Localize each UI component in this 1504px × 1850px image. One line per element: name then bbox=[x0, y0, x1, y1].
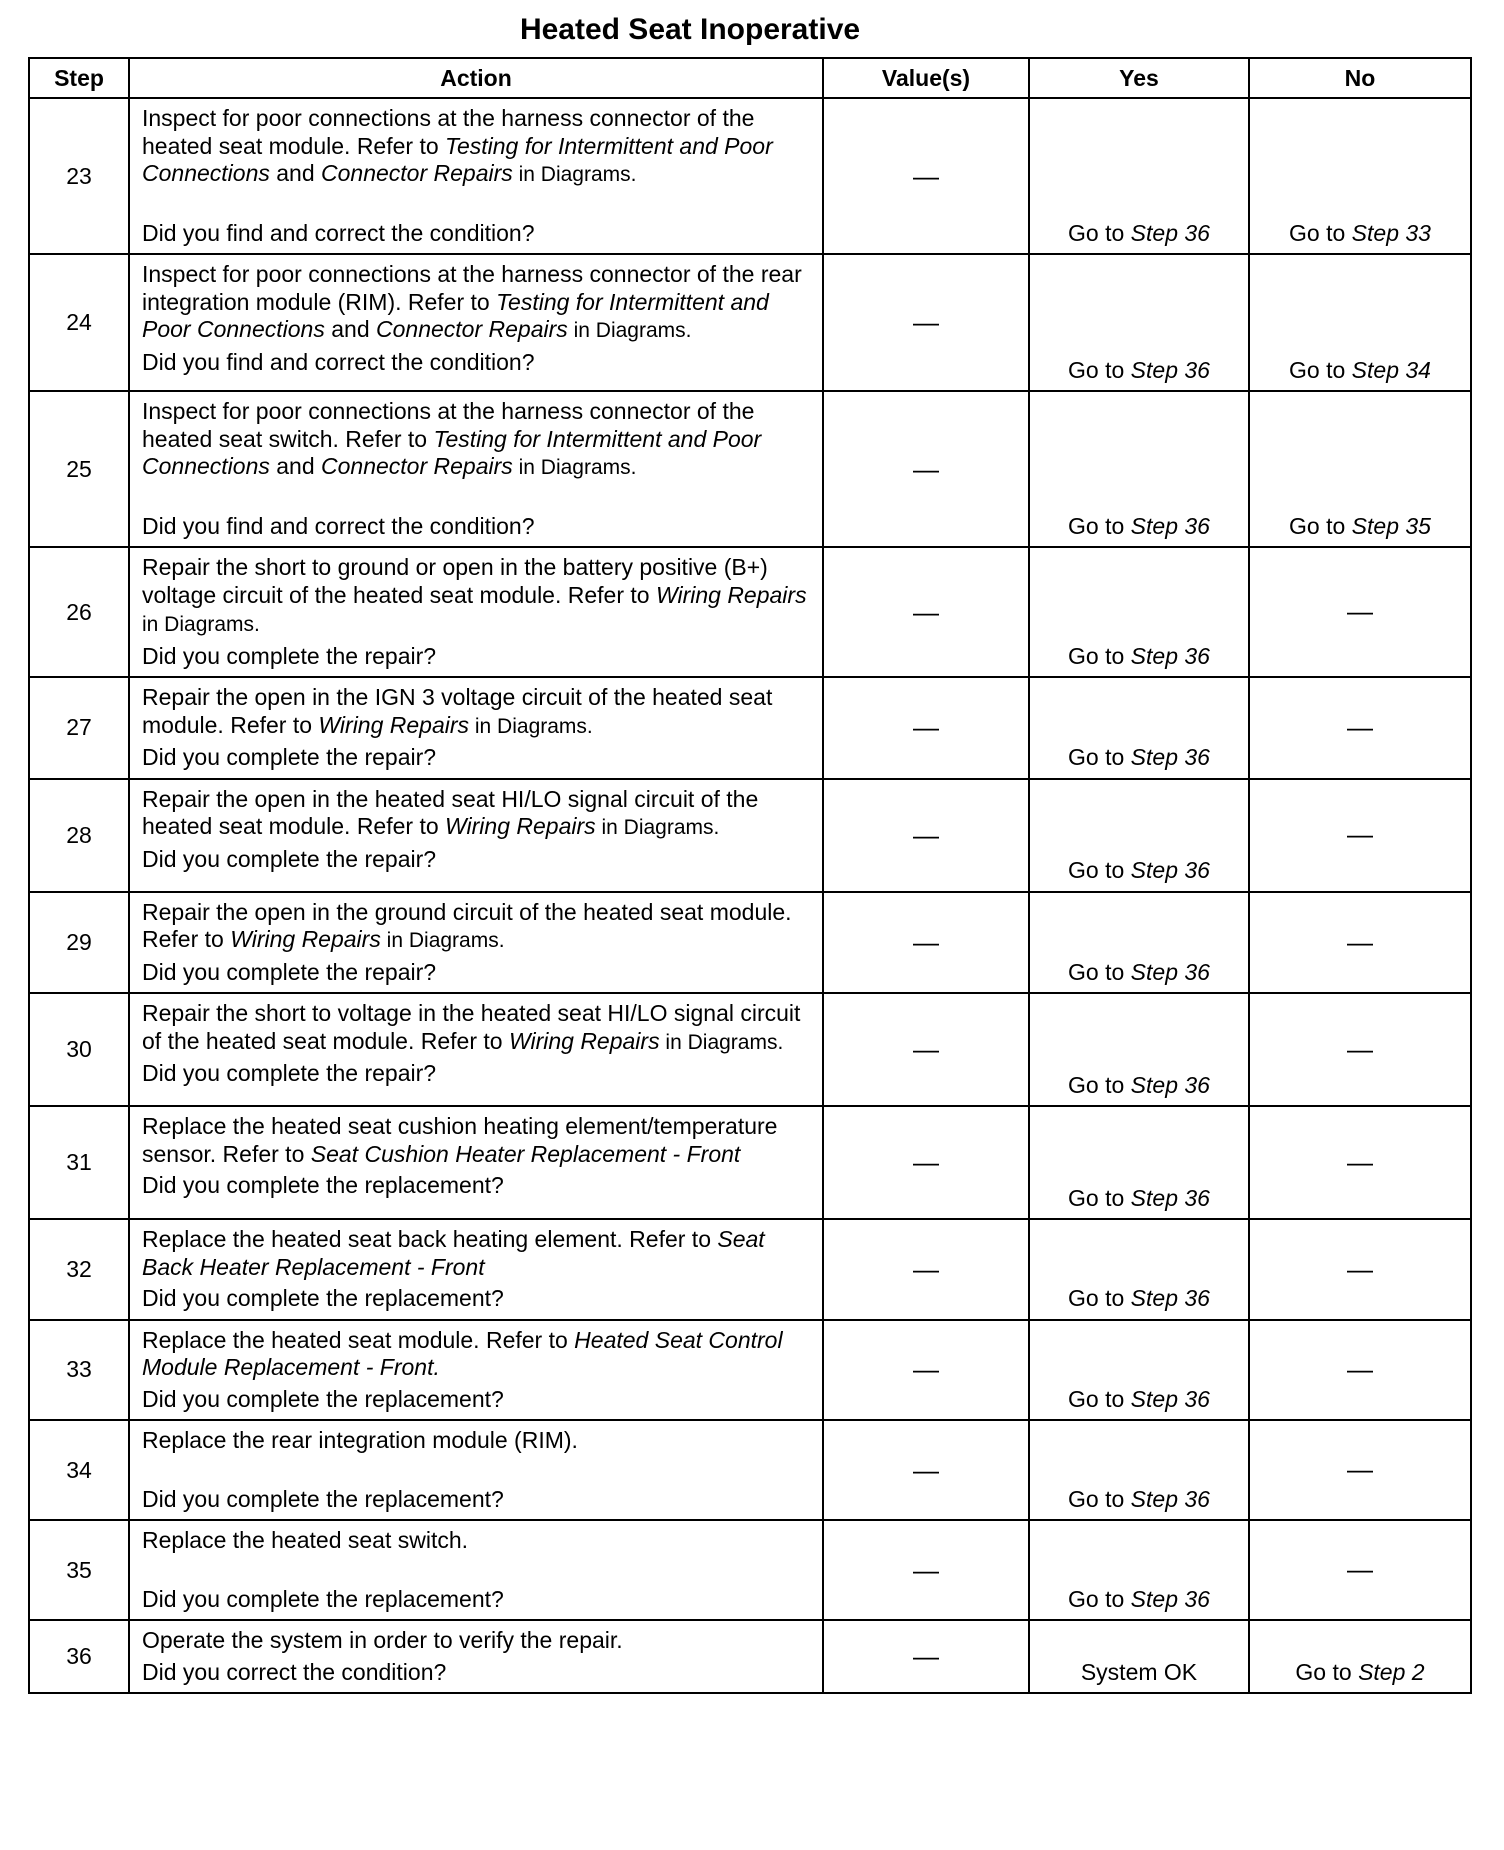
value-cell: — bbox=[823, 1520, 1029, 1620]
value-cell: — bbox=[823, 1620, 1029, 1693]
instruction-text: Repair the short to ground or open in the battery positive (B+) voltage circuit of the heated seat module. Refer to bbox=[142, 554, 768, 608]
table-row bbox=[29, 1420, 1471, 1520]
yes-prefix: Go to bbox=[1068, 744, 1131, 770]
header-step: Step bbox=[29, 58, 129, 98]
yes-step-link[interactable]: Step 36 bbox=[1130, 857, 1210, 883]
no-result bbox=[1249, 98, 1471, 254]
no-result: — bbox=[1249, 1320, 1471, 1421]
action-cell bbox=[129, 1106, 823, 1219]
instruction-text: Inspect for poor connections at the harness connector of the heated seat switch. Refer to bbox=[142, 398, 755, 452]
step-number: 25 bbox=[29, 391, 129, 547]
value-cell: — bbox=[823, 547, 1029, 677]
yes-step-link[interactable]: Step 36 bbox=[1130, 1385, 1210, 1412]
yes-result bbox=[1029, 547, 1249, 677]
yes-prefix: System OK bbox=[1080, 1658, 1198, 1685]
no-result: — bbox=[1249, 993, 1471, 1106]
action-question: Did you find and correct the condition? bbox=[142, 512, 535, 539]
yes-step-link[interactable]: Step 36 bbox=[1130, 1071, 1210, 1098]
action-instruction bbox=[142, 1000, 814, 1056]
reference-text: Testing for Intermittent and Poor Connections bbox=[142, 132, 773, 186]
action-instruction bbox=[142, 1427, 814, 1455]
yes-result bbox=[1029, 1620, 1249, 1693]
yes-step-link[interactable]: Step 36 bbox=[1130, 744, 1210, 770]
table-row bbox=[29, 1320, 1471, 1421]
header-yes: Yes bbox=[1029, 58, 1249, 98]
yes-step-link[interactable]: Step 36 bbox=[1130, 642, 1210, 669]
step-number: 24 bbox=[29, 254, 129, 391]
header-action: Action bbox=[129, 58, 823, 98]
no-prefix: Go to bbox=[1295, 1658, 1359, 1685]
no-step-link[interactable]: Step 34 bbox=[1351, 356, 1431, 383]
no-prefix: Go to bbox=[1289, 512, 1352, 539]
yes-result bbox=[1029, 1520, 1249, 1620]
no-result: — bbox=[1249, 1420, 1471, 1520]
step-number: 23 bbox=[29, 98, 129, 254]
action-cell bbox=[129, 1219, 823, 1320]
instruction-text: Repair the open in the heated seat HI/LO signal circuit of the heated seat module. Refer to bbox=[142, 785, 759, 839]
step-number: 27 bbox=[29, 677, 129, 779]
step-number: 33 bbox=[29, 1320, 129, 1421]
step-number: 35 bbox=[29, 1520, 129, 1620]
yes-result bbox=[1029, 779, 1249, 892]
yes-result bbox=[1029, 98, 1249, 254]
instruction-text: in Diagrams. bbox=[469, 714, 593, 738]
reference-text: Connector Repairs bbox=[321, 160, 513, 186]
value-cell: — bbox=[823, 1106, 1029, 1219]
yes-result bbox=[1029, 677, 1249, 779]
action-instruction bbox=[142, 1226, 814, 1281]
yes-prefix: Go to bbox=[1068, 1585, 1131, 1612]
value-cell: — bbox=[823, 993, 1029, 1106]
table-row bbox=[29, 1106, 1471, 1219]
yes-prefix: Go to bbox=[1068, 1385, 1131, 1412]
action-cell bbox=[129, 892, 823, 994]
reference-text: Wiring Repairs bbox=[230, 926, 381, 952]
no-result: — bbox=[1249, 1106, 1471, 1219]
yes-step-link[interactable]: Step 36 bbox=[1130, 1485, 1210, 1512]
instruction-text: Replace the rear integration module (RIM). bbox=[142, 1427, 578, 1453]
yes-prefix: Go to bbox=[1068, 1184, 1131, 1211]
instruction-text: Inspect for poor connections at the harness connector of the heated seat module. Refer to bbox=[142, 105, 755, 159]
action-instruction bbox=[142, 1527, 814, 1555]
no-result bbox=[1249, 391, 1471, 547]
step-number: 32 bbox=[29, 1219, 129, 1320]
yes-prefix: Go to bbox=[1068, 356, 1131, 383]
no-result: — bbox=[1249, 677, 1471, 779]
instruction-text: Inspect for poor connections at the harness connector of the rear integration module (RIM). Refer to bbox=[142, 261, 802, 315]
instruction-text: in Diagrams. bbox=[512, 456, 637, 479]
action-cell bbox=[129, 547, 823, 677]
table-row bbox=[29, 547, 1471, 677]
no-result bbox=[1249, 254, 1471, 391]
action-question: Did you complete the replacement? bbox=[142, 1172, 504, 1198]
value-cell: — bbox=[823, 892, 1029, 994]
yes-result bbox=[1029, 391, 1249, 547]
reference-text: Wiring Repairs bbox=[445, 813, 596, 839]
table-row bbox=[29, 677, 1471, 779]
yes-result bbox=[1029, 892, 1249, 994]
action-question: Did you complete the repair? bbox=[142, 642, 437, 669]
no-result: — bbox=[1249, 779, 1471, 892]
instruction-text: Replace the heated seat module. Refer to bbox=[142, 1326, 575, 1353]
step-number: 29 bbox=[29, 892, 129, 994]
table-row bbox=[29, 892, 1471, 994]
no-prefix: Go to bbox=[1289, 356, 1352, 383]
header-values: Value(s) bbox=[823, 58, 1029, 98]
instruction-text: in Diagrams. bbox=[142, 613, 260, 636]
no-result: — bbox=[1249, 1219, 1471, 1320]
yes-result bbox=[1029, 1219, 1249, 1320]
step-number: 31 bbox=[29, 1106, 129, 1219]
reference-text: Connector Repairs bbox=[376, 316, 568, 342]
reference-text: Seat Cushion Heater Replacement - Front bbox=[310, 1140, 741, 1167]
step-number: 26 bbox=[29, 547, 129, 677]
instruction-text: and bbox=[269, 160, 322, 186]
table-row bbox=[29, 1520, 1471, 1620]
action-instruction bbox=[142, 899, 814, 955]
reference-text: Wiring Repairs bbox=[655, 581, 807, 608]
action-cell bbox=[129, 1420, 823, 1520]
yes-step-link[interactable]: Step 36 bbox=[1130, 512, 1210, 539]
action-question: Did you complete the repair? bbox=[142, 958, 437, 985]
instruction-text: Repair the short to voltage in the heated seat HI/LO signal circuit of the heated seat module. Refer to bbox=[142, 1000, 801, 1054]
value-cell: — bbox=[823, 1219, 1029, 1320]
action-instruction bbox=[142, 684, 814, 740]
action-question: Did you correct the condition? bbox=[142, 1658, 447, 1685]
yes-result bbox=[1029, 993, 1249, 1106]
step-number: 34 bbox=[29, 1420, 129, 1520]
step-number: 28 bbox=[29, 779, 129, 892]
yes-prefix: Go to bbox=[1068, 1485, 1131, 1512]
value-cell: — bbox=[823, 677, 1029, 779]
yes-prefix: Go to bbox=[1068, 958, 1131, 985]
value-cell: — bbox=[823, 779, 1029, 892]
page-title: Heated Seat Inoperative bbox=[519, 13, 861, 46]
table-body bbox=[29, 98, 1471, 1693]
reference-text: Wiring Repairs bbox=[508, 1027, 660, 1054]
no-prefix: Go to bbox=[1289, 219, 1352, 246]
instruction-text: Repair the open in the ground circuit of the heated seat module. Refer to bbox=[142, 898, 792, 952]
instruction-text: and bbox=[269, 453, 322, 479]
no-result: — bbox=[1249, 547, 1471, 677]
instruction-text: in Diagrams. bbox=[595, 816, 720, 839]
action-question: Did you complete the repair? bbox=[142, 744, 437, 770]
no-step-link[interactable]: Step 33 bbox=[1351, 219, 1431, 246]
reference-text: Connector Repairs bbox=[321, 453, 513, 479]
table-row bbox=[29, 254, 1471, 391]
value-cell: — bbox=[823, 391, 1029, 547]
action-question: Did you complete the repair? bbox=[142, 845, 437, 872]
reference-text: Seat Back Heater Replacement - Front bbox=[142, 1226, 765, 1280]
instruction-text: Replace the heated seat switch. bbox=[142, 1527, 469, 1553]
reference-text: Heated Seat Control Module Replacement - Front. bbox=[142, 1326, 783, 1380]
yes-prefix: Go to bbox=[1068, 512, 1131, 539]
yes-step-link[interactable]: Step 36 bbox=[1130, 1585, 1210, 1612]
action-instruction bbox=[142, 261, 814, 345]
yes-step-link[interactable]: Step 36 bbox=[1130, 356, 1210, 383]
action-instruction bbox=[142, 1327, 814, 1382]
no-step-link[interactable]: Step 35 bbox=[1351, 512, 1431, 539]
action-instruction bbox=[142, 1113, 814, 1168]
step-number: 30 bbox=[29, 993, 129, 1106]
action-instruction bbox=[142, 105, 814, 189]
reference-text: Testing for Intermittent and Poor Connections bbox=[142, 288, 769, 342]
action-cell bbox=[129, 1620, 823, 1693]
instruction-text: Replace the heated seat back heating element. Refer to bbox=[142, 1226, 718, 1252]
action-cell bbox=[129, 993, 823, 1106]
reference-text: Wiring Repairs bbox=[318, 711, 470, 738]
table-row bbox=[29, 779, 1471, 892]
action-cell bbox=[129, 1520, 823, 1620]
action-question: Did you complete the replacement? bbox=[142, 1585, 504, 1612]
header-no: No bbox=[1249, 58, 1471, 98]
action-instruction bbox=[142, 398, 814, 482]
yes-step-link[interactable]: Step 36 bbox=[1130, 219, 1210, 246]
table-row bbox=[29, 1620, 1471, 1693]
action-instruction bbox=[142, 554, 814, 639]
yes-prefix: Go to bbox=[1068, 219, 1131, 246]
no-step-link[interactable]: Step 2 bbox=[1358, 1658, 1425, 1685]
action-cell bbox=[129, 391, 823, 547]
action-question: Did you complete the repair? bbox=[142, 1060, 437, 1086]
yes-prefix: Go to bbox=[1068, 857, 1131, 883]
instruction-text: Replace the heated seat cushion heating element/temperature sensor. Refer to bbox=[142, 1113, 778, 1167]
yes-step-link[interactable]: Step 36 bbox=[1130, 1184, 1210, 1211]
instruction-text: in Diagrams. bbox=[512, 163, 637, 186]
yes-result bbox=[1029, 1106, 1249, 1219]
yes-prefix: Go to bbox=[1068, 1285, 1131, 1311]
action-cell bbox=[129, 98, 823, 254]
table-row bbox=[29, 391, 1471, 547]
yes-prefix: Go to bbox=[1068, 642, 1131, 669]
value-cell: — bbox=[823, 98, 1029, 254]
instruction-text: Repair the open in the IGN 3 voltage circuit of the heated seat module. Refer to bbox=[142, 684, 773, 738]
action-cell bbox=[129, 779, 823, 892]
action-instruction bbox=[142, 1627, 814, 1655]
instruction-text: and bbox=[324, 316, 376, 342]
yes-step-link[interactable]: Step 36 bbox=[1130, 958, 1210, 985]
instruction-text: in Diagrams. bbox=[380, 929, 505, 952]
action-instruction bbox=[142, 786, 814, 842]
action-cell bbox=[129, 254, 823, 391]
instruction-text: in Diagrams. bbox=[567, 319, 692, 342]
instruction-text: Operate the system in order to verify the repair. bbox=[142, 1627, 623, 1653]
action-question: Did you find and correct the condition? bbox=[142, 219, 535, 246]
action-question: Did you complete the replacement? bbox=[142, 1285, 504, 1311]
value-cell: — bbox=[823, 1320, 1029, 1421]
yes-prefix: Go to bbox=[1068, 1071, 1131, 1098]
action-question: Did you complete the replacement? bbox=[142, 1385, 504, 1412]
value-cell: — bbox=[823, 1420, 1029, 1520]
action-question: Did you find and correct the condition? bbox=[142, 348, 535, 375]
action-cell bbox=[129, 1320, 823, 1421]
step-number: 36 bbox=[29, 1620, 129, 1693]
table-row bbox=[29, 98, 1471, 254]
yes-result bbox=[1029, 1420, 1249, 1520]
yes-step-link[interactable]: Step 36 bbox=[1130, 1285, 1210, 1311]
action-cell bbox=[129, 677, 823, 779]
no-result: — bbox=[1249, 1520, 1471, 1620]
diagnostic-table bbox=[28, 57, 1472, 1694]
yes-result bbox=[1029, 254, 1249, 391]
table-row bbox=[29, 1219, 1471, 1320]
action-question: Did you complete the replacement? bbox=[142, 1485, 504, 1512]
reference-text: Testing for Intermittent and Poor Connections bbox=[142, 425, 762, 479]
no-result bbox=[1249, 1620, 1471, 1693]
table-header-row bbox=[29, 58, 1471, 98]
instruction-text: in Diagrams. bbox=[659, 1030, 784, 1054]
yes-result bbox=[1029, 1320, 1249, 1421]
no-result: — bbox=[1249, 892, 1471, 994]
value-cell: — bbox=[823, 254, 1029, 391]
table-row bbox=[29, 993, 1471, 1106]
